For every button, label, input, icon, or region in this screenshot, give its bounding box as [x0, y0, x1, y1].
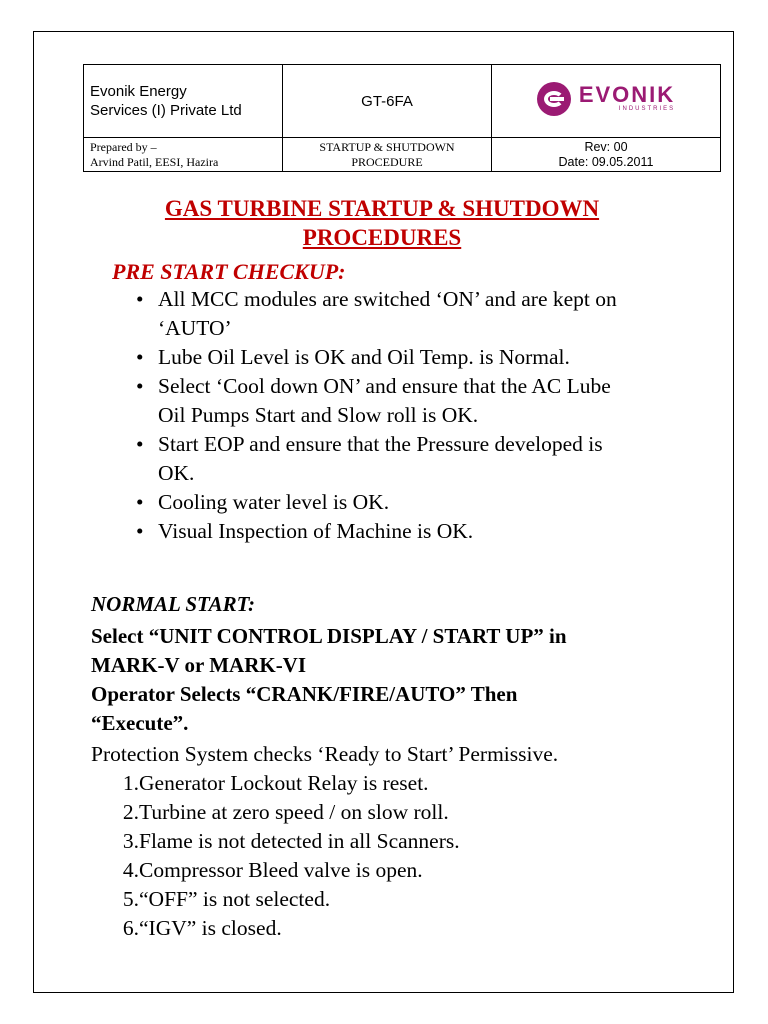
document-type-cell [283, 138, 492, 172]
company-name-line1: Evonik Energy [90, 83, 187, 100]
evonik-e-logo-icon [537, 82, 571, 116]
company-name-line2: Services (I) Private Ltd [90, 102, 242, 119]
prepared-by-name: Arvind Patil, EESI, Hazira [90, 154, 219, 169]
list-item: 6.“IGV” is closed. [122, 916, 282, 940]
evonik-logo [537, 82, 675, 116]
unit-code: GT-6FA [361, 92, 413, 110]
pre-start-heading: PRE START CHECKUP: [112, 259, 346, 284]
logo-wordmark: EVONIK [578, 82, 676, 107]
document-type-line1: STARTUP & SHUTDOWN [319, 139, 455, 154]
logo-cell [492, 65, 721, 138]
instruction-line: “Execute”. [91, 711, 189, 735]
document-header-table [83, 64, 721, 172]
document-title-line2: PROCEDURES [302, 225, 462, 250]
logo-subtitle: INDUSTRIES [618, 106, 676, 112]
normal-start-heading: NORMAL START: [91, 592, 255, 616]
prepared-by-cell [84, 138, 283, 172]
list-item: • Start EOP and ensure that the Pressure developed is OK. [158, 430, 718, 488]
pre-start-checklist [158, 285, 718, 546]
list-item: • Cooling water level is OK. [158, 488, 718, 517]
list-item: 5.“OFF” is not selected. [122, 887, 331, 911]
instruction-line: Select “UNIT CONTROL DISPLAY / START UP” in [91, 624, 567, 648]
list-item: • All MCC modules are switched ‘ON’ and are kept on ‘AUTO’ [158, 285, 718, 343]
document-title [83, 194, 681, 252]
unit-code-cell [283, 65, 492, 138]
document-title-line1: GAS TURBINE STARTUP & SHUTDOWN [164, 196, 600, 221]
list-item: • Select ‘Cool down ON’ and ensure that the AC Lube Oil Pumps Start and Slow roll is OK. [158, 372, 718, 430]
list-item: 4.Compressor Bleed valve is open. [122, 858, 423, 882]
revision-cell [492, 138, 721, 172]
revision-number: Rev: 00 [584, 139, 628, 154]
instruction-line: Operator Selects “CRANK/FIRE/AUTO” Then [91, 682, 518, 706]
permissive-steps [122, 769, 460, 943]
company-name-cell [84, 65, 283, 138]
protection-intro: Protection System checks ‘Ready to Start’ Permissive. [91, 742, 559, 766]
list-item: 2.Turbine at zero speed / on slow roll. [122, 800, 449, 824]
prepared-by-label: Prepared by – [90, 139, 157, 154]
list-item: 1.Generator Lockout Relay is reset. [122, 771, 429, 795]
list-item: • Lube Oil Level is OK and Oil Temp. is Normal. [158, 343, 718, 372]
document-type-line2: PROCEDURE [351, 154, 423, 169]
list-item: • Visual Inspection of Machine is OK. [158, 517, 718, 546]
list-item: 3.Flame is not detected in all Scanners. [122, 829, 460, 853]
revision-date: Date: 09.05.2011 [558, 154, 654, 169]
instruction-line: MARK-V or MARK-VI [91, 653, 307, 677]
